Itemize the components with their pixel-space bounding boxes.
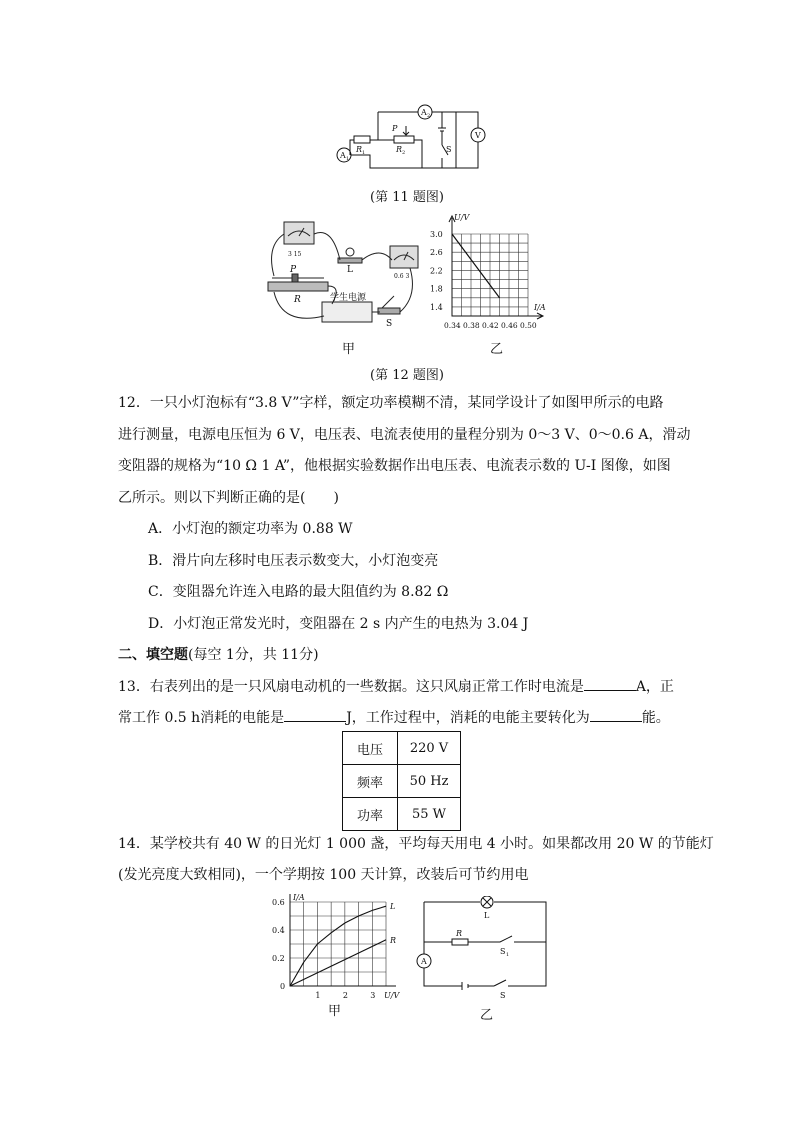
y-tick-label: 0 [280,982,286,991]
table-value: 50 Hz [398,765,461,798]
svg-text:P: P [290,265,297,275]
y-tick-label: 2.6 [430,248,443,258]
q13-text-2c: 能。 [641,710,670,726]
y-tick-label: 3.0 [430,230,443,239]
figure-14-circuit [408,896,550,1000]
q13-text-1b: A，正 [635,679,674,695]
fan-spec-table [342,731,461,831]
svg-text:A: A [421,957,427,966]
series-label: R [390,935,397,945]
svg-text:A: A [340,151,346,160]
figure-12-apparatus [262,216,422,336]
q14-line-2: (发光亮度大致相同)，一个学期按 100 天计算，改装后可节约用电 [118,867,529,883]
figure-12-jia-label: 甲 [342,342,356,357]
table-key: 电压 [343,732,398,765]
q12-option-b: B．滑片向左移时电压表示数变大，小灯泡变亮 [148,553,439,569]
power-supply-icon [322,302,372,322]
table-row [343,798,461,831]
svg-text:R: R [356,145,363,154]
svg-text:S: S [500,947,506,956]
svg-text:3 15: 3 15 [288,251,302,258]
x-tick-label: 0.34 [444,321,461,330]
voltmeter-icon [284,222,314,244]
svg-text:S: S [446,145,452,154]
q13-line-1 [118,676,674,697]
q12-line-2: 进行测量，电源电压恒为 6 V，电压表、电流表使用的量程分别为 0～3 V、0～0.6 A，滑动 [118,427,691,443]
resistor-r [452,939,468,945]
figure-14-yi-label: 乙 [480,1008,494,1023]
section-2-heading [118,645,319,665]
svg-text:学生电源: 学生电源 [330,293,367,303]
svg-text:R: R [396,145,403,154]
svg-text:L: L [347,265,353,275]
q13-text-1a: 13．右表列出的是一只风扇电动机的一些数据。这只风扇正常工作时电流是 [118,679,584,695]
svg-text:S: S [386,319,393,329]
svg-text:1: 1 [506,952,510,958]
series-label: L [390,902,396,912]
table-key: 频率 [343,765,398,798]
figure-11-caption: (第 11 题图) [370,190,444,205]
svg-text:S: S [500,991,506,1000]
y-axis-label: U/V [454,213,470,222]
q13-line-2 [118,707,670,728]
table-value: 55 W [398,798,461,831]
table-key: 功率 [343,798,398,831]
x-tick-label: 1 [315,991,321,1000]
x-tick-label: 0.46 [501,321,518,330]
q12-line-1: 12．一只小灯泡标有“3.8 V”字样，额定功率模糊不清，某同学设计了如图甲所示的电路 [118,395,664,411]
q13-text-2b: J，工作过程中，消耗的电能主要转化为 [346,710,590,726]
series-line-r [290,940,386,986]
series-line-l [290,906,386,986]
figure-12-ui-chart [428,212,560,344]
q12-option-c: C．变阻器允许连入电路的最大阻值约为 8.82 Ω [148,584,449,600]
section-2-note: (每空 1分，共 11分) [188,647,319,663]
svg-text:1: 1 [346,156,350,162]
table-row [343,765,461,798]
q12-line-4: 乙所示。则以下判断正确的是( ) [118,490,339,506]
rheostat-icon [268,282,328,291]
figure-11-circuit [330,100,490,175]
svg-text:1: 1 [362,150,366,156]
table-row [343,732,461,765]
figure-12-caption: (第 12 题图) [370,368,444,383]
y-tick-label: 1.4 [430,302,443,312]
q13-blank-form[interactable] [590,707,642,722]
resistor-r1 [354,136,370,143]
x-tick-label: 2 [342,991,348,1000]
rheostat-r2 [394,136,414,143]
lamp-icon [346,248,354,256]
svg-text:R: R [456,929,463,938]
x-tick-label: 0.38 [463,321,480,330]
table-value: 220 V [398,732,461,765]
x-tick-label: 3 [370,991,376,1000]
q12-option-a: A．小灯泡的额定功率为 0.88 W [148,521,353,537]
svg-text:A: A [421,108,427,117]
svg-text:V: V [475,131,481,140]
y-tick-label: 1.8 [430,284,443,294]
y-tick-label: 0.6 [272,898,285,907]
svg-text:2: 2 [402,150,406,156]
q13-text-2a: 常工作 0.5 h消耗的电能是 [118,710,285,726]
svg-text:R: R [294,295,301,305]
switch-icon [378,308,400,314]
y-tick-label: 2.2 [430,266,443,276]
x-tick-label: 0.42 [482,321,499,330]
ammeter-icon [390,246,418,268]
svg-text:2: 2 [427,113,431,119]
q13-blank-energy[interactable] [284,707,346,722]
series-line-ui [452,234,500,298]
axes [452,218,542,316]
y-tick-label: 0.2 [272,954,285,963]
q12-option-d: D．小灯泡正常发光时，变阻器在 2 s 内产生的电热为 3.04 J [148,616,529,632]
q14-line-1: 14．某学校共有 40 W 的日光灯 1 000 盏，平均每天用电 4 小时。如果都改用 20 W 的节能灯 [118,836,714,852]
figure-12-yi-label: 乙 [490,342,504,357]
x-axis-label: I/A [534,303,546,312]
svg-text:0.6 3: 0.6 3 [394,273,410,280]
section-2-title: 二、填空题 [118,647,188,663]
svg-text:P: P [392,124,398,133]
q13-blank-current[interactable] [584,676,636,691]
figure-14-iu-chart [268,892,408,1004]
figure-14-jia-label: 甲 [328,1004,342,1019]
y-axis-label: I/A [293,893,305,902]
y-tick-label: 0.4 [272,926,285,935]
svg-text:L: L [484,911,490,920]
x-tick-label: 0.50 [520,321,537,330]
q12-line-3: 变阻器的规格为“10 Ω 1 A”，他根据实验数据作出电压表、电流表示数的 U-I 图像，如图 [118,458,671,474]
x-axis-label: U/V [384,991,400,1000]
